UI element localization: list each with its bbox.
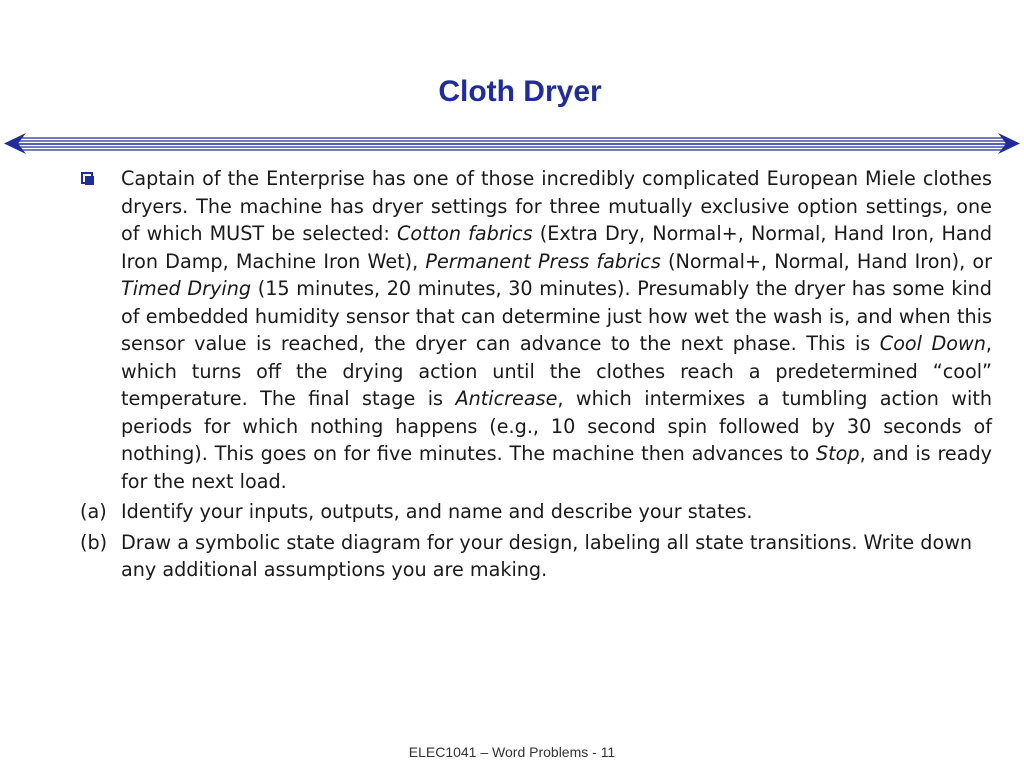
option-timed-drying: Timed Drying — [121, 277, 252, 300]
question-a — [80, 498, 992, 526]
footer-text: ELEC1041 – Word Problems - 11 — [408, 744, 616, 760]
question-b-marker: (b) — [80, 530, 108, 554]
phase-cool-down: Cool Down — [879, 332, 986, 355]
option-permanent-press: Permanent Press fabrics — [425, 249, 661, 273]
option-cotton-fabrics: Cotton fabrics — [396, 222, 533, 245]
slide-footer — [0, 744, 1024, 760]
phase-anticrease: Anticrease — [455, 387, 558, 410]
question-b — [80, 529, 992, 584]
title-divider-arrow — [0, 128, 1024, 158]
question-a-text: Identify your inputs, outputs, and name and describe your states. — [121, 500, 753, 523]
statement-text-5: , which turns off the drying action until the clothes reach a predetermined “cool” temperature. The final stage is — [121, 332, 992, 410]
statement-text-1: Captain of the Enterprise has one of those incredibly complicated European Miele clothes dryers. The machine has dryer settings for three mutually exclusive option settings, one of which MUST be selected: — [121, 167, 992, 245]
problem-statement — [80, 165, 992, 495]
question-a-marker: (a) — [80, 500, 107, 523]
hollow-square-bullet-icon — [81, 172, 93, 184]
statement-text-3: (Normal+, Normal, Hand Iron), or — [660, 249, 992, 273]
statement-text-2: (Extra Dry, Normal+, Normal, Hand Iron, Hand Iron Damp, Machine Iron Wet), — [121, 222, 993, 273]
statement-text-7: , and is ready for the next load. — [121, 442, 993, 493]
question-b-text: Draw a symbolic state diagram for your design, labeling all state transitions. Write down any additional assumptions you are making. — [121, 530, 973, 581]
statement-text-4: (15 minutes, 20 minutes, 30 minutes). Presumably the dryer has some kind of embedded humidity sensor that can determine just how wet the wash is, and when this sensor value is reached, the dryer can advance to the next phase. This is — [121, 277, 992, 355]
slide-title: Cloth Dryer — [438, 75, 602, 108]
statement-text-6: , which intermixes a tumbling action with periods for which nothing happens (e.g., 10 second spin followed by 30 seconds of nothing). This goes on for five minutes. The machine then advances to — [121, 387, 992, 465]
phase-stop: Stop — [815, 442, 860, 465]
slide-body — [80, 165, 992, 584]
